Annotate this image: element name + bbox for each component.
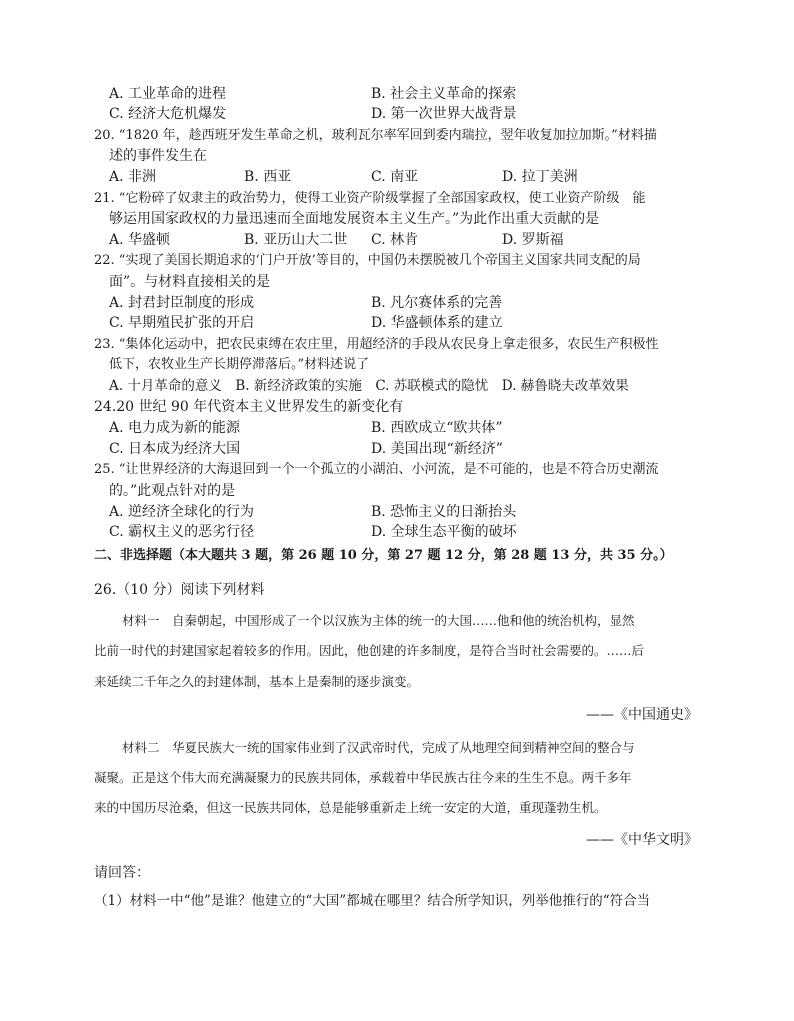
q23-options: A. 十月革命的意义 B. 新经济政策的实施 C. 苏联模式的隐忧 D. 赫鲁晓夫改革效果	[109, 378, 629, 394]
material1-line1: 材料一 自秦朝起，中国形成了一个以汉族为主体的统一的大国……他和他的统治机构，显然	[122, 613, 635, 628]
q21-option-c: C. 林肯	[371, 232, 419, 248]
q24-option-d: D. 美国出现“新经济”	[371, 441, 503, 457]
q24-option-a: A. 电力成为新的能源	[109, 420, 241, 436]
q22-stem-line2: 面”。与材料直接相关的是	[109, 274, 271, 290]
q25-stem-line2: 的。”此观点针对的是	[109, 483, 236, 499]
q22-option-c: C. 早期殖民扩张的开启	[109, 315, 255, 331]
q22-stem-line1: 22. “实现了美国长期追求的‘门户开放’等目的，中国仍未摆脱被几个帝国主义国家共同支配的局	[94, 253, 641, 268]
q23-stem-line1: 23. “集体化运动中，把农民束缚在农庄里，用超经济的手段从农民身上拿走很多，农民生产积极性	[94, 337, 659, 352]
q21-option-d: D. 罗斯福	[502, 232, 564, 248]
q24-option-c: C. 日本成为经济大国	[109, 441, 241, 457]
q22-option-b: B. 凡尔赛体系的完善	[371, 295, 503, 311]
q21-stem-line2: 够运用国家政权的力量迅速而全面地发展资本主义生产。”为此作出重大贡献的是	[109, 211, 600, 227]
q20-stem-line2: 述的事件发生在	[109, 148, 207, 164]
q23-stem-line2: 低下，农牧业生产长期停滞落后。”材料述说了	[109, 357, 370, 372]
q21-option-a: A. 华盛顿	[109, 232, 171, 248]
q25-option-b: B. 恐怖主义的日渐抬头	[371, 504, 517, 520]
q20-option-d: D. 拉丁美洲	[502, 169, 578, 185]
q21-option-b: B. 亚历山大二世	[244, 232, 348, 248]
q19-option-c: C. 经济大危机爆发	[109, 106, 227, 122]
q22-option-a: A. 封君封臣制度的形成	[109, 295, 255, 311]
q25-option-c: C. 霸权主义的恶劣行径	[109, 524, 255, 540]
material1-line2: 比前一时代的封建国家起着较多的作用。因此，他创建的许多制度，是符合当时社会需要的。……后	[94, 643, 645, 658]
q19-option-a: A. 工业革命的进程	[109, 86, 227, 102]
q24-option-b: B. 西欧成立“欧共体”	[371, 420, 503, 436]
material2-source: ——《中华文明》	[586, 832, 698, 848]
q25-stem-line1: 25. “让世界经济的大海退回到一个一个孤立的小湖泊、小河流，是不可能的，也是不符合历史潮流	[94, 462, 659, 477]
q26-subquestion-1: （1）材料一中“他”是谁？他建立的“大国”都城在哪里？结合所学知识，列举他推行的“符合当	[94, 893, 651, 909]
q22-option-d: D. 华盛顿体系的建立	[371, 315, 503, 331]
q19-option-d: D. 第一次世界大战背景	[371, 106, 517, 122]
material1-source: ——《中国通史》	[586, 707, 698, 723]
q26-intro: 26.（10 分）阅读下列材料	[94, 582, 265, 598]
material2-line1: 材料二 华夏民族大一统的国家伟业到了汉武帝时代，完成了从地理空间到精神空间的整合与	[122, 740, 635, 755]
material2-line3: 来的中国历尽沧桑，但这一民族共同体，总是能够重新走上统一安定的大道，重现蓬勃生机。	[94, 800, 607, 815]
section2-heading: 二、非选择题（本大题共 3 题，第 26 题 10 分，第 27 题 12 分，第 28 题 13 分，共 35 分。）	[94, 548, 673, 563]
answer-prompt: 请回答：	[94, 865, 150, 881]
q25-option-d: D. 全球生态平衡的破坏	[371, 524, 517, 540]
q20-option-b: B. 西亚	[244, 169, 292, 185]
q21-stem-line1: 21. “它粉碎了奴隶主的政治势力，使得工业资产阶级掌握了全部国家政权，使工业资产阶级 能	[94, 191, 646, 206]
q19-option-b: B. 社会主义革命的探索	[371, 86, 517, 102]
q24-stem: 24.20 世纪 90 年代资本主义世界发生的新变化有	[94, 399, 404, 415]
q20-option-c: C. 南亚	[371, 169, 419, 185]
material1-line3: 来延续二千年之久的封建体制，基本上是秦制的逐步演变。	[94, 674, 420, 689]
q25-option-a: A. 逆经济全球化的行为	[109, 504, 255, 520]
material2-line2: 凝聚。正是这个伟大而充满凝聚力的民族共同体，承载着中华民族古往今来的生生不息。两千多年	[94, 770, 632, 785]
q20-option-a: A. 非洲	[109, 169, 157, 185]
q20-stem-line1: 20. “1820 年，趁西班牙发生革命之机，玻利瓦尔率军回到委内瑞拉，翌年收复加拉加斯。”材料描	[94, 128, 657, 143]
